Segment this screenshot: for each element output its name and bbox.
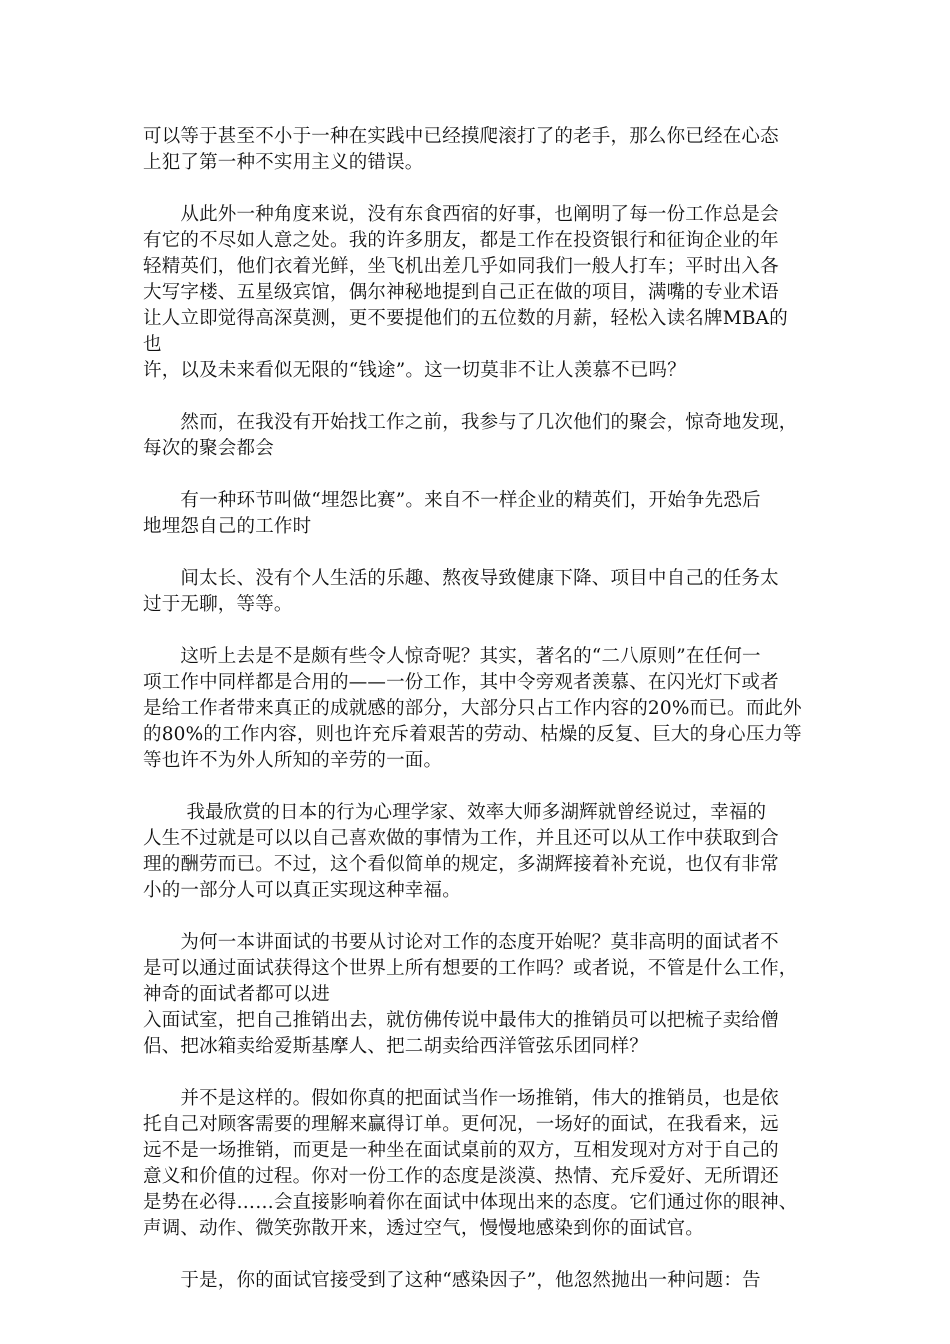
paragraph-6: 这听上去是不是颇有些令人惊奇呢？其实，著名的“二八原则”在任何一 项工作中同样都是合用的——一份工作，其中令旁观者羡慕、在闪光灯下或者 是给工作者带来真正的成就感的部分，大部分只占工作内容的20%而已。而此外 的80%的工作内容，则也许充斥着艰苦的劳动、枯燥的反复、巨大的身心压力等 等也许不为外人所知的辛劳的一面。 xyxy=(143,646,802,771)
paragraph-8: 为何一本讲面试的书要从讨论对工作的态度开始呢？莫非高明的面试者不 是可以通过面试获得这个世界上所有想要的工作吗？或者说，不管是什么工作， 神奇的面试者都可以进 xyxy=(143,932,798,1005)
paragraph-gap xyxy=(143,176,805,202)
paragraph-gap xyxy=(143,1242,805,1268)
paragraph-9: 入面试室，把自己推销出去，就仿佛传说中最伟大的推销员可以把梳子卖给僧 侣、把冰箱卖给爱斯基摩人、把二胡卖给西洋管弦乐团同样？ xyxy=(143,1010,779,1057)
document-body xyxy=(143,124,805,1294)
paragraph-gap xyxy=(143,384,805,410)
paragraph-2: 从此外一种角度来说，没有东食西宿的好事，也阐明了每一份工作总是会 有它的不尽如人意之处。我的许多朋友，都是工作在投资银行和征询企业的年 轻精英们，他们衣着光鲜，坐飞机出差几乎如同我们一般人打车；平时出入各 大写字楼、五星级宾馆，偶尔神秘地提到自己正在做的项目，满嘴的专业术语 让人立即觉得高深莫测，更不要提他们的五位数的月薪，轻松入读名牌MBA的也 许，以及未来看似无限的“钱途”。这一切莫非不让人羡慕不已吗？ xyxy=(143,204,788,381)
paragraph-7: 我最欣赏的日本的行为心理学家、效率大师多湖辉就曾经说过，幸福的 人生不过就是可以以自己喜欢做的事情为工作，并且还可以从工作中获取到合 理的酬劳而已。不过，这个看似简单的规定，多湖辉接着补充说，也仅有非常 小的一部分人可以真正实现这种幸福。 xyxy=(143,802,779,901)
paragraph-4: 有一种环节叫做“埋怨比赛”。来自不一样企业的精英们，开始争先恐后 地埋怨自己的工作时 xyxy=(143,490,761,537)
paragraph-10: 并不是这样的。假如你真的把面试当作一场推销，伟大的推销员，也是依 托自己对顾客需要的理解来赢得订单。更何况，一场好的面试，在我看来，远 远不是一场推销，而更是一种坐在面试桌前的双方，互相发现对方对于自己的 意义和价值的过程。你对一份工作的态度是淡漠、热情、充斥爱好、无所谓还 是势在必得……会直接影响着你在面试中体现出来的态度。它们通过你的眼神、 声调、动作、微笑弥散开来，透过空气，慢慢地感染到你的面试官。 xyxy=(143,1088,798,1239)
paragraph-gap xyxy=(143,540,805,566)
paragraph-gap xyxy=(143,618,805,644)
paragraph-5: 间太长、没有个人生活的乐趣、熬夜导致健康下降、项目中自己的任务太 过于无聊，等等。 xyxy=(143,568,779,615)
paragraph-3: 然而，在我没有开始找工作之前，我参与了几次他们的聚会，惊奇地发现， 每次的聚会都会 xyxy=(143,412,798,459)
paragraph-11: 于是，你的面试官接受到了这种“感染因子”，他忽然抛出一种问题：告 xyxy=(143,1270,761,1291)
paragraph-gap xyxy=(143,774,805,800)
paragraph-gap xyxy=(143,462,805,488)
paragraph-gap xyxy=(143,904,805,930)
paragraph-1: 可以等于甚至不小于一种在实践中已经摸爬滚打了的老手，那么你已经在心态 上犯了第一种不实用主义的错误。 xyxy=(143,126,779,173)
paragraph-gap xyxy=(143,1060,805,1086)
